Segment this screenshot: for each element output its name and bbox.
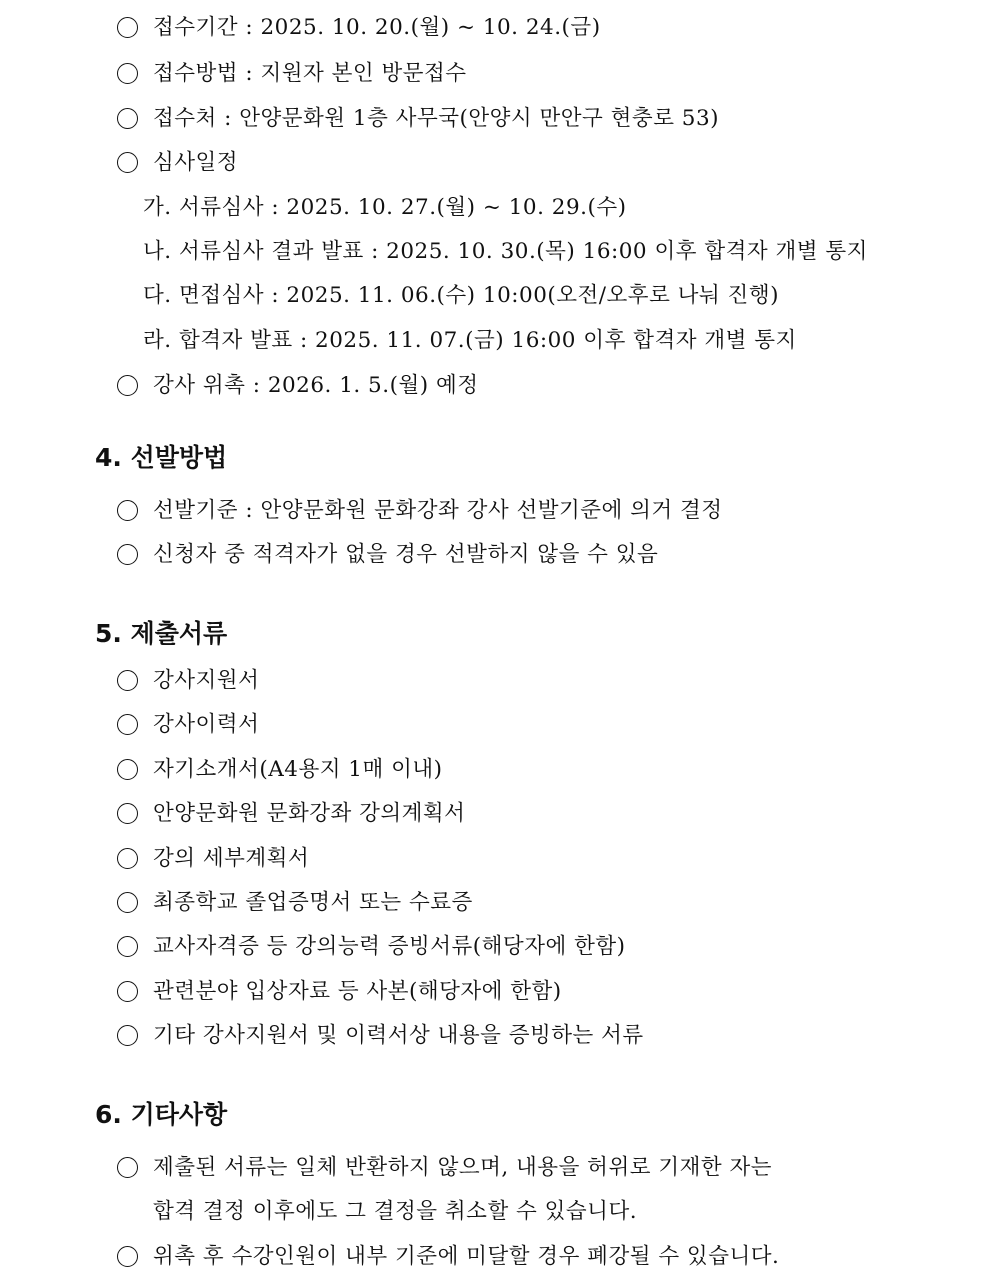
- bullet-circle-icon: [117, 17, 138, 38]
- schedule-title: 심사일정: [153, 150, 239, 175]
- list-item: 제출된 서류는 일체 반환하지 않으며, 내용을 허위로 기재한 자는: [153, 1155, 773, 1180]
- list-item: 위촉 후 수강인원이 내부 기준에 미달할 경우 폐강될 수 있습니다.: [153, 1244, 780, 1269]
- bullet-circle-icon: [117, 759, 138, 780]
- schedule-item: 다. 면접심사 : 2025. 11. 06.(수) 10:00(오전/오후로 나눠 진행): [143, 283, 779, 308]
- reception-method: 접수방법 : 지원자 본인 방문접수: [153, 61, 467, 86]
- bullet-circle-icon: [117, 803, 138, 824]
- list-item: 관련분야 입상자료 등 사본(해당자에 한함): [153, 979, 562, 1004]
- section-heading: 5. 제출서류: [95, 619, 228, 648]
- list-item: 강사이력서: [153, 712, 260, 737]
- list-item-continuation: 합격 결정 이후에도 그 결정을 취소할 수 있습니다.: [153, 1199, 638, 1224]
- bullet-circle-icon: [117, 63, 138, 84]
- schedule-item: 나. 서류심사 결과 발표 : 2025. 10. 30.(목) 16:00 이후 합격자 개별 통지: [143, 239, 868, 264]
- bullet-circle-icon: [117, 1246, 138, 1267]
- section-heading: 6. 기타사항: [95, 1100, 228, 1129]
- bullet-circle-icon: [117, 892, 138, 913]
- bullet-circle-icon: [117, 714, 138, 735]
- list-item: 강의 세부계획서: [153, 846, 310, 871]
- bullet-circle-icon: [117, 152, 138, 173]
- schedule-item: 가. 서류심사 : 2025. 10. 27.(월) ~ 10. 29.(수): [143, 195, 627, 220]
- list-item: 기타 강사지원서 및 이력서상 내용을 증빙하는 서류: [153, 1023, 644, 1048]
- appointment: 강사 위촉 : 2026. 1. 5.(월) 예정: [153, 373, 479, 398]
- list-item: 선발기준 : 안양문화원 문화강좌 강사 선발기준에 의거 결정: [153, 498, 723, 523]
- bullet-circle-icon: [117, 544, 138, 565]
- bullet-circle-icon: [117, 500, 138, 521]
- reception-place: 접수처 : 안양문화원 1층 사무국(안양시 만안구 현충로 53): [153, 106, 720, 131]
- list-item: 자기소개서(A4용지 1매 이내): [153, 757, 443, 782]
- bullet-circle-icon: [117, 981, 138, 1002]
- schedule-item: 라. 합격자 발표 : 2025. 11. 07.(금) 16:00 이후 합격자 개별 통지: [143, 328, 797, 353]
- list-item: 신청자 중 적격자가 없을 경우 선발하지 않을 수 있음: [153, 542, 659, 567]
- list-item: 안양문화원 문화강좌 강의계획서: [153, 801, 466, 826]
- bullet-circle-icon: [117, 108, 138, 129]
- bullet-circle-icon: [117, 1025, 138, 1046]
- list-item: 최종학교 졸업증명서 또는 수료증: [153, 890, 473, 915]
- bullet-circle-icon: [117, 670, 138, 691]
- section-heading: 4. 선발방법: [95, 443, 228, 472]
- bullet-circle-icon: [117, 375, 138, 396]
- list-item: 교사자격증 등 강의능력 증빙서류(해당자에 한함): [153, 934, 626, 959]
- reception-period: 접수기간 : 2025. 10. 20.(월) ~ 10. 24.(금): [153, 15, 601, 40]
- list-item: 강사지원서: [153, 668, 260, 693]
- bullet-circle-icon: [117, 848, 138, 869]
- bullet-circle-icon: [117, 936, 138, 957]
- bullet-circle-icon: [117, 1157, 138, 1178]
